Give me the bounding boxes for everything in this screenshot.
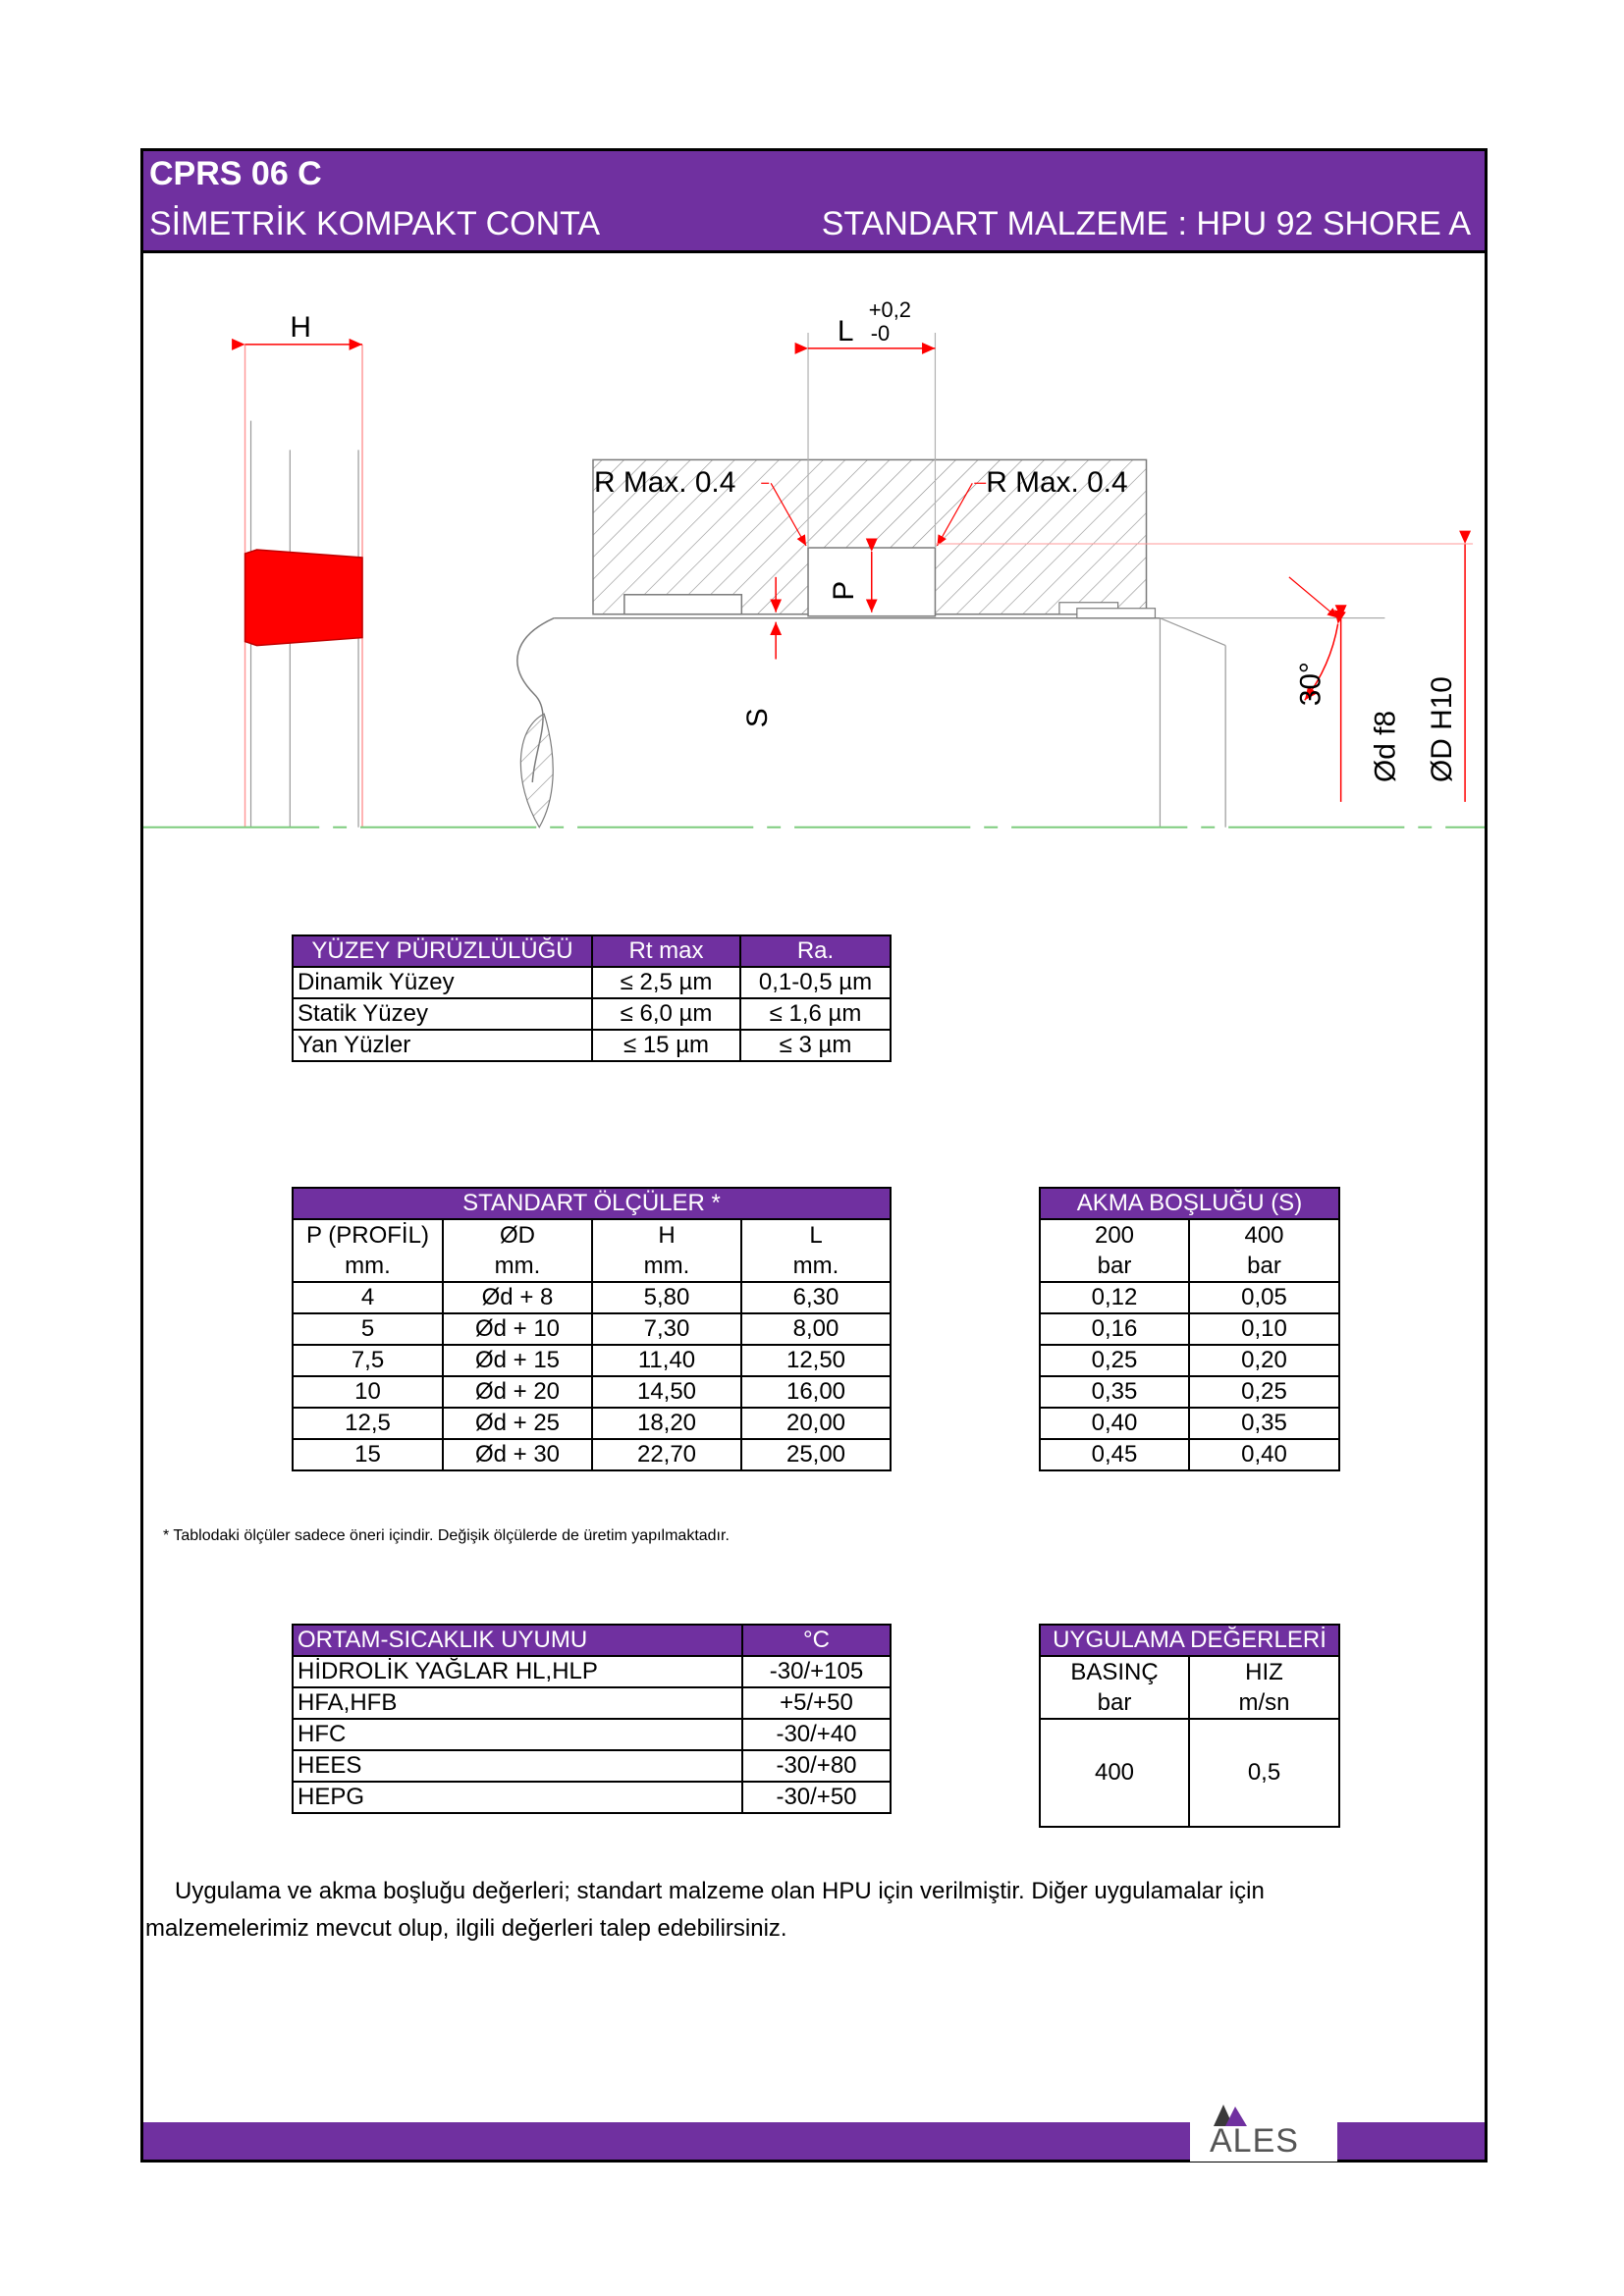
table-cell: 0,35 <box>1189 1408 1339 1439</box>
table-row <box>293 1408 891 1439</box>
column-header: H <box>592 1219 741 1251</box>
table-cell: 0,40 <box>1040 1408 1189 1439</box>
table-cell: 0,35 <box>1040 1376 1189 1408</box>
table-footnote: * Tablodaki ölçüler sadece öneri içindir. Değişik ölçülerde de üretim yapılmaktadır. <box>163 1527 730 1544</box>
table-cell: HFA,HFB <box>293 1687 742 1719</box>
table-cell: +5/+50 <box>742 1687 891 1719</box>
product-code: CPRS 06 C <box>149 155 322 192</box>
unit-label: bar <box>1040 1251 1189 1282</box>
pressure-value: 400 <box>1040 1719 1189 1827</box>
surface-header-ra: Ra. <box>740 935 891 967</box>
column-header: 400 <box>1189 1219 1339 1251</box>
table-cell: 5,80 <box>592 1282 741 1313</box>
table-cell: Ød + 20 <box>443 1376 592 1408</box>
table-row <box>293 1439 891 1470</box>
temperature-table <box>292 1624 892 1814</box>
technical-drawing <box>143 253 1485 842</box>
table-cell: 0,1-0,5 µm <box>740 967 891 998</box>
table-cell: Ød + 30 <box>443 1439 592 1470</box>
table-cell: ≤ 1,6 µm <box>740 998 891 1030</box>
housing-section <box>517 459 1385 827</box>
l-dimension-label: L <box>837 314 854 347</box>
l-tolerance-upper: +0,2 <box>868 297 911 323</box>
table-cell: 11,40 <box>592 1345 741 1376</box>
application-note-paragraph <box>145 1873 1363 1948</box>
table-cell: 7,5 <box>293 1345 443 1376</box>
table-cell: 22,70 <box>592 1439 741 1470</box>
radius-left-label: R Max. 0.4 <box>593 466 736 500</box>
table-cell: Ød + 10 <box>443 1313 592 1345</box>
radius-right-label: R Max. 0.4 <box>986 466 1128 500</box>
table-row <box>1040 1376 1339 1408</box>
table-cell: ≤ 3 µm <box>740 1030 891 1061</box>
table-row <box>293 1656 891 1687</box>
table-cell: Statik Yüzey <box>293 998 592 1030</box>
table-cell: ≤ 2,5 µm <box>592 967 740 998</box>
table-cell: 20,00 <box>741 1408 891 1439</box>
temperature-header-unit: °C <box>742 1625 891 1656</box>
table-row <box>293 1376 891 1408</box>
table-cell: ≤ 15 µm <box>592 1030 740 1061</box>
table-cell: 6,30 <box>741 1282 891 1313</box>
bore-diameter-label: ØD H10 <box>1426 676 1459 782</box>
table-cell: 18,20 <box>592 1408 741 1439</box>
table-cell: 16,00 <box>741 1376 891 1408</box>
table-row <box>1040 1313 1339 1345</box>
table-row <box>1040 1408 1339 1439</box>
column-header: 200 <box>1040 1219 1189 1251</box>
column-header: P (PROFİL) <box>293 1219 443 1251</box>
table-cell: ≤ 6,0 µm <box>592 998 740 1030</box>
table-row <box>293 1687 891 1719</box>
unit-label: bar <box>1189 1251 1339 1282</box>
extrusion-gap-table <box>1039 1187 1340 1471</box>
shaft-diameter-label: Ød f8 <box>1369 710 1402 782</box>
table-cell: 4 <box>293 1282 443 1313</box>
header-bar <box>143 151 1485 253</box>
temperature-header-medium: ORTAM-SICAKLIK UYUMU <box>293 1625 742 1656</box>
product-subtitle: SİMETRİK KOMPAKT CONTA <box>149 205 601 242</box>
h-dimension-label: H <box>290 310 311 344</box>
table-row <box>293 1282 891 1313</box>
unit-label: mm. <box>293 1251 443 1282</box>
table-cell: 0,20 <box>1189 1345 1339 1376</box>
standard-material: STANDART MALZEME : HPU 92 SHORE A <box>821 205 1471 242</box>
table-cell: Dinamik Yüzey <box>293 967 592 998</box>
column-header: BASINÇ <box>1040 1656 1189 1687</box>
chamfer-angle-label: 30° <box>1294 662 1327 707</box>
unit-label: m/sn <box>1189 1687 1339 1719</box>
table-row <box>1040 1345 1339 1376</box>
table-cell: 0,10 <box>1189 1313 1339 1345</box>
table-cell: 10 <box>293 1376 443 1408</box>
table-cell: 0,16 <box>1040 1313 1189 1345</box>
p-dimension-label: P <box>827 580 860 601</box>
table-cell: Ød + 8 <box>443 1282 592 1313</box>
standard-title: STANDART ÖLÇÜLER * <box>293 1188 891 1219</box>
table-cell: -30/+50 <box>742 1782 891 1813</box>
column-header: HIZ <box>1189 1656 1339 1687</box>
table-cell: 25,00 <box>741 1439 891 1470</box>
standard-dimensions-table <box>292 1187 892 1471</box>
table-row <box>293 1345 891 1376</box>
table-cell: 8,00 <box>741 1313 891 1345</box>
table-cell: 0,12 <box>1040 1282 1189 1313</box>
application-title: UYGULAMA DEĞERLERİ <box>1040 1625 1339 1656</box>
surface-header-title: YÜZEY PÜRÜZLÜLÜĞÜ <box>293 935 592 967</box>
table-cell: HEES <box>293 1750 742 1782</box>
l-tolerance-lower: -0 <box>870 320 891 346</box>
table-cell: HFC <box>293 1719 742 1750</box>
table-cell: 14,50 <box>592 1376 741 1408</box>
table-cell: 15 <box>293 1439 443 1470</box>
speed-value: 0,5 <box>1189 1719 1339 1827</box>
seal-side-view <box>245 345 362 828</box>
table-cell: 12,50 <box>741 1345 891 1376</box>
column-header: ØD <box>443 1219 592 1251</box>
unit-label: mm. <box>592 1251 741 1282</box>
extrusion-title: AKMA BOŞLUĞU (S) <box>1040 1188 1339 1219</box>
s-dimension-label: S <box>741 708 775 728</box>
table-cell: -30/+40 <box>742 1719 891 1750</box>
table-cell: Yan Yüzler <box>293 1030 592 1061</box>
table-cell: 0,40 <box>1189 1439 1339 1470</box>
table-cell: 0,05 <box>1189 1282 1339 1313</box>
table-row <box>293 998 891 1030</box>
unit-label: bar <box>1040 1687 1189 1719</box>
application-values-table <box>1039 1624 1340 1828</box>
unit-label: mm. <box>443 1251 592 1282</box>
table-cell: 12,5 <box>293 1408 443 1439</box>
unit-label: mm. <box>741 1251 891 1282</box>
datasheet <box>140 148 1488 2163</box>
table-cell: 0,25 <box>1189 1376 1339 1408</box>
table-cell: Ød + 25 <box>443 1408 592 1439</box>
table-cell: 5 <box>293 1313 443 1345</box>
table-cell: HEPG <box>293 1782 742 1813</box>
table-cell: 7,30 <box>592 1313 741 1345</box>
table-row <box>1040 1282 1339 1313</box>
ales-logo <box>1190 2101 1337 2162</box>
table-row <box>1040 1439 1339 1470</box>
table-row <box>293 1313 891 1345</box>
surface-roughness-table <box>292 934 892 1062</box>
table-cell: Ød + 15 <box>443 1345 592 1376</box>
logo-text: ALES <box>1210 2122 1299 2160</box>
table-cell: HİDROLİK YAĞLAR HL,HLP <box>293 1656 742 1687</box>
table-cell: -30/+80 <box>742 1750 891 1782</box>
column-header: L <box>741 1219 891 1251</box>
table-cell: 0,25 <box>1040 1345 1189 1376</box>
table-row <box>293 1719 891 1750</box>
table-row <box>293 967 891 998</box>
table-row <box>1040 1719 1339 1827</box>
table-cell: -30/+105 <box>742 1656 891 1687</box>
table-cell: 0,45 <box>1040 1439 1189 1470</box>
paragraph-text: Uygulama ve akma boşluğu değerleri; standart malzeme olan HPU için verilmiştir. Diğer uygulamalar için malzemelerimiz mevcut olup, ilgili değerleri talep edebilirsiniz. <box>145 1878 1265 1942</box>
surface-header-rt: Rt max <box>592 935 740 967</box>
table-row <box>293 1030 891 1061</box>
table-row <box>293 1782 891 1813</box>
table-row <box>293 1750 891 1782</box>
